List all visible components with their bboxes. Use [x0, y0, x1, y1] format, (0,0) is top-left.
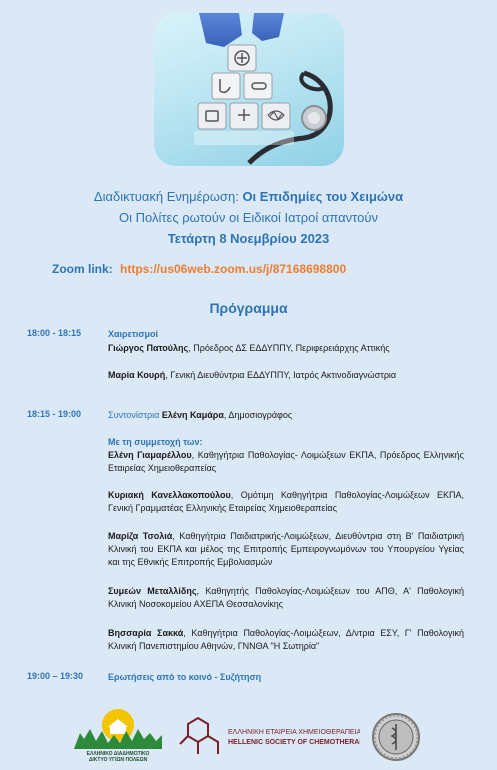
svg-text:ΔΙΚΤΥΟ ΥΓΙΩΝ ΠΟΛΕΩΝ: ΔΙΚΤΥΟ ΥΓΙΩΝ ΠΟΛΕΩΝ [88, 757, 148, 763]
zoom-url-link[interactable]: https://us06web.zoom.us/j/87168698800 [120, 262, 347, 276]
participants-label: Με τη συμμετοχή των: [108, 437, 203, 447]
list-item: Μαρίζα Τσολιά, Καθηγήτρια Παιδιατρικής-Λοιμώξεων, Διευθύντρια στη Β' Παιδιατρική Κλινική του ΕΚΠΑ και μέλος της Επιτροπής Εμπειρογνωμόνων του Υπουργείου Υγείας και της Εθνικής Επιτροπής Εμβολιασμών [108, 531, 465, 567]
event-date: Τετάρτη 8 Νοεμβρίου 2023 [167, 231, 330, 246]
svg-text:ΕΛΛΗΝΙΚΗ ΕΤΑΙΡΕΙΑ ΧΗΜΕΙΟΘΕΡΑΠΕ: ΕΛΛΗΝΙΚΗ ΕΤΑΙΡΕΙΑ ΧΗΜΕΙΟΘΕΡΑΠΕΙΑΣ [228, 729, 360, 736]
event-title-line [0, 189, 497, 204]
list-item: Συμεών Μεταλλίδης, Καθηγητής Παθολογίας-Λοιμώξεων του ΑΠΘ, Α' Παθολογική Κλινική Νοσοκομείου ΑΧΕΠΑ Θεσσαλονίκης [108, 586, 464, 609]
list-item: Κυριακή Κανελλακοπούλου, Ομότιμη Καθηγήτρια Παθολογίας-Λοιμώξεων ΕΚΠΑ, Γενική Γραμματέας Ελληνικής Εταιρείας Χημειοθεραπείας [108, 490, 464, 513]
moderator-line: Συντονίστρια Ελένη Καμάρα, Δημοσιογράφος [108, 410, 293, 420]
svg-text:ΕΛΛΗΝΙΚΟ ΔΙΑΔΗΜΟΤΙΚΟ: ΕΛΛΗΝΙΚΟ ΔΙΑΔΗΜΟΤΙΚΟ [86, 751, 150, 757]
edde-logo [74, 705, 162, 763]
list-item: Ελένη Γιαμαρέλλου, Καθηγήτρια Παθολογίας- Λοιμώξεων ΕΚΠΑ, Πρόεδρος Ελληνικής Εταιρείας Χημειοθεραπείας [108, 450, 464, 473]
block-time: 18:15 - 19:00 [27, 409, 82, 419]
chemotherapy-society-logo [178, 714, 360, 760]
list-item: Μαρία Κουρή, Γενική Διευθύντρια ΕΔΔΥΠΠΥ, Ιατρός Ακτινοδιαγνώστρια [108, 370, 397, 380]
block-heading: Ερωτήσεις από το κοινό - Συζήτηση [108, 672, 262, 682]
event-title: Οι Επιδημίες του Χειμώνα [242, 189, 404, 204]
list-item: Γιώργος Πατούλης, Πρόεδρος ΔΣ ΕΔΔΥΠΠΥ, Περιφερειάρχης Αττικής [108, 343, 390, 353]
event-type: Διαδικτυακή Ενημέρωση: [93, 189, 239, 204]
hero-image [154, 13, 344, 166]
svg-text:HELLENIC SOCIETY OF CHEMOTHERA: HELLENIC SOCIETY OF CHEMOTHERAPY [228, 739, 360, 746]
zoom-label: Zoom link: [52, 262, 113, 276]
list-item: Βησσαρία Σακκά, Καθηγήτρια Παθολογίας-Λοιμώξεων, Δ/ντρια ΕΣΥ, Γ' Παθολογική Κλινική Πανεπιστημίου Αθηνών, ΓΝΝΘΑ "Η Σωτηρία" [108, 628, 464, 651]
medical-seal-icon [372, 712, 420, 762]
program-heading: Πρόγραμμα [209, 300, 288, 316]
block-time: 18:00 - 18:15 [27, 328, 82, 338]
block-heading: Χαιρετισμοί [108, 329, 159, 339]
zoom-link-row [52, 262, 346, 276]
event-subtitle: Οι Πολίτες ρωτούν οι Ειδικοί Ιατροί απαντούν [119, 210, 378, 225]
block-time: 19:00 – 19:30 [27, 671, 84, 681]
